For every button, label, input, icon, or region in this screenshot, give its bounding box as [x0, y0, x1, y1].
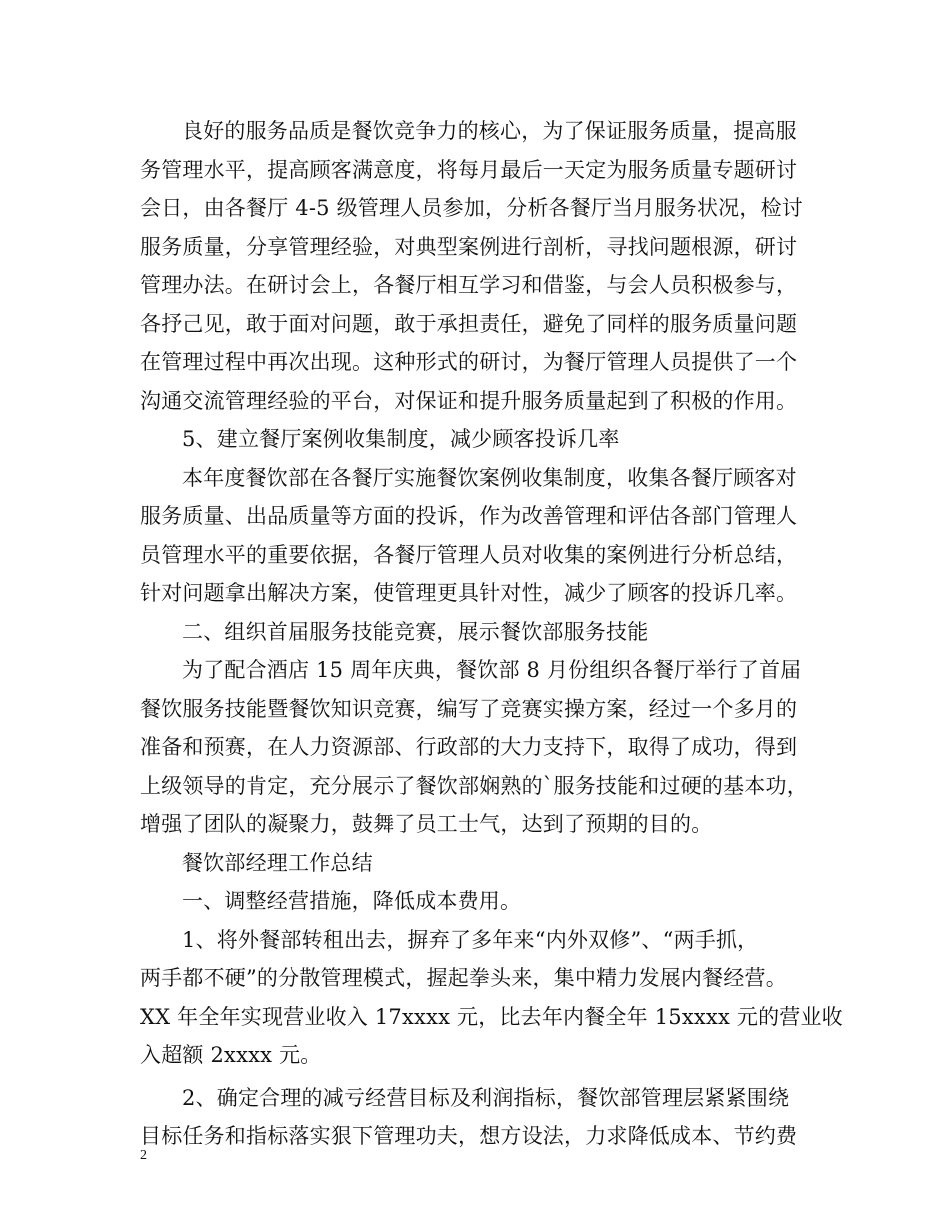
- text-line: 餐饮服务技能暨餐饮知识竞赛，编写了竞赛实操方案，经过一个多月的: [140, 696, 798, 721]
- text-line: 沟通交流管理经验的平台，对保证和提升服务质量起到了积极的作用。: [140, 388, 798, 413]
- text-line: 针对问题拿出解决方案，使管理更具针对性，减少了顾客的投诉几率。: [140, 581, 798, 605]
- text-line: 为了配合酒店 15 周年庆典，餐饮部 8 月份组织各餐厅举行了首届: [182, 658, 802, 682]
- text-line: 增强了团队的凝聚力，鼓舞了员工士气，达到了预期的目的。: [140, 812, 713, 836]
- document-body: [140, 112, 843, 1156]
- text-line: 准备和预赛，在人力资源部、行政部的大力支持下，取得了成功，得到: [140, 735, 798, 759]
- text-line: 目标任务和指标落实狠下管理功夫，想方设法，力求降低成本、节约费: [140, 1124, 798, 1148]
- page-number: 2: [140, 1148, 147, 1163]
- text-line: 务管理水平，提高顾客满意度，将每月最后一天定为服务质量专题研讨: [140, 157, 798, 182]
- text-line: 服务质量，分享管理经验，对典型案例进行剖析，寻找问题根源，研讨: [140, 234, 798, 259]
- section-heading: 二、组织首届服务技能竞赛，展示餐饮部服务技能: [182, 619, 649, 644]
- text-line: 在管理过程中再次出现。这种形式的研讨，为餐厅管理人员提供了一个: [140, 350, 798, 374]
- text-line: 2、确定合理的减亏经营目标及利润指标，餐饮部管理层紧紧围绕: [182, 1085, 790, 1110]
- text-line: 各抒己见，敢于面对问题，敢于承担责任，避免了同样的服务质量问题: [140, 311, 798, 336]
- text-line: 本年度餐饮部在各餐厅实施餐饮案例收集制度，收集各餐厅顾客对: [182, 465, 797, 490]
- text-line: 两手都不硬”的分散管理模式，握起拳头来，集中精力发展内餐经营。: [140, 966, 787, 990]
- text-line: 管理办法。在研讨会上，各餐厅相互学习和借鉴，与会人员积极参与，: [140, 273, 798, 297]
- section-heading: 5、建立餐厅案例收集制度，减少顾客投诉几率: [182, 427, 620, 451]
- text-line: 员管理水平的重要依据，各餐厅管理人员对收集的案例进行分析总结，: [140, 542, 798, 567]
- section-heading: 一、调整经营措施，降低成本费用。: [182, 889, 522, 913]
- text-line: 良好的服务品质是餐饮竞争力的核心，为了保证服务质量，提高服: [182, 119, 797, 143]
- text-line: 入超额 2xxxx 元。: [140, 1043, 322, 1067]
- text-line: 上级领导的肯定，充分展示了餐饮部娴熟的`服务技能和过硬的基本功，: [140, 773, 808, 798]
- text-line: 服务质量、出品质量等方面的投诉，作为改善管理和评估各部门管理人: [140, 504, 798, 528]
- section-heading: 餐饮部经理工作总结: [182, 850, 373, 875]
- text-line: 会日，由各餐厅 4-5 级管理人员参加，分析各餐厅当月服务状况，检讨: [140, 196, 803, 220]
- text-line: XX 年全年实现营业收入 17xxxx 元，比去年内餐全年 15xxxx 元的营业收: [140, 1004, 843, 1029]
- text-line: 1、将外餐部转租出去，摒弃了多年来“内外双修”、“两手抓，: [182, 927, 759, 952]
